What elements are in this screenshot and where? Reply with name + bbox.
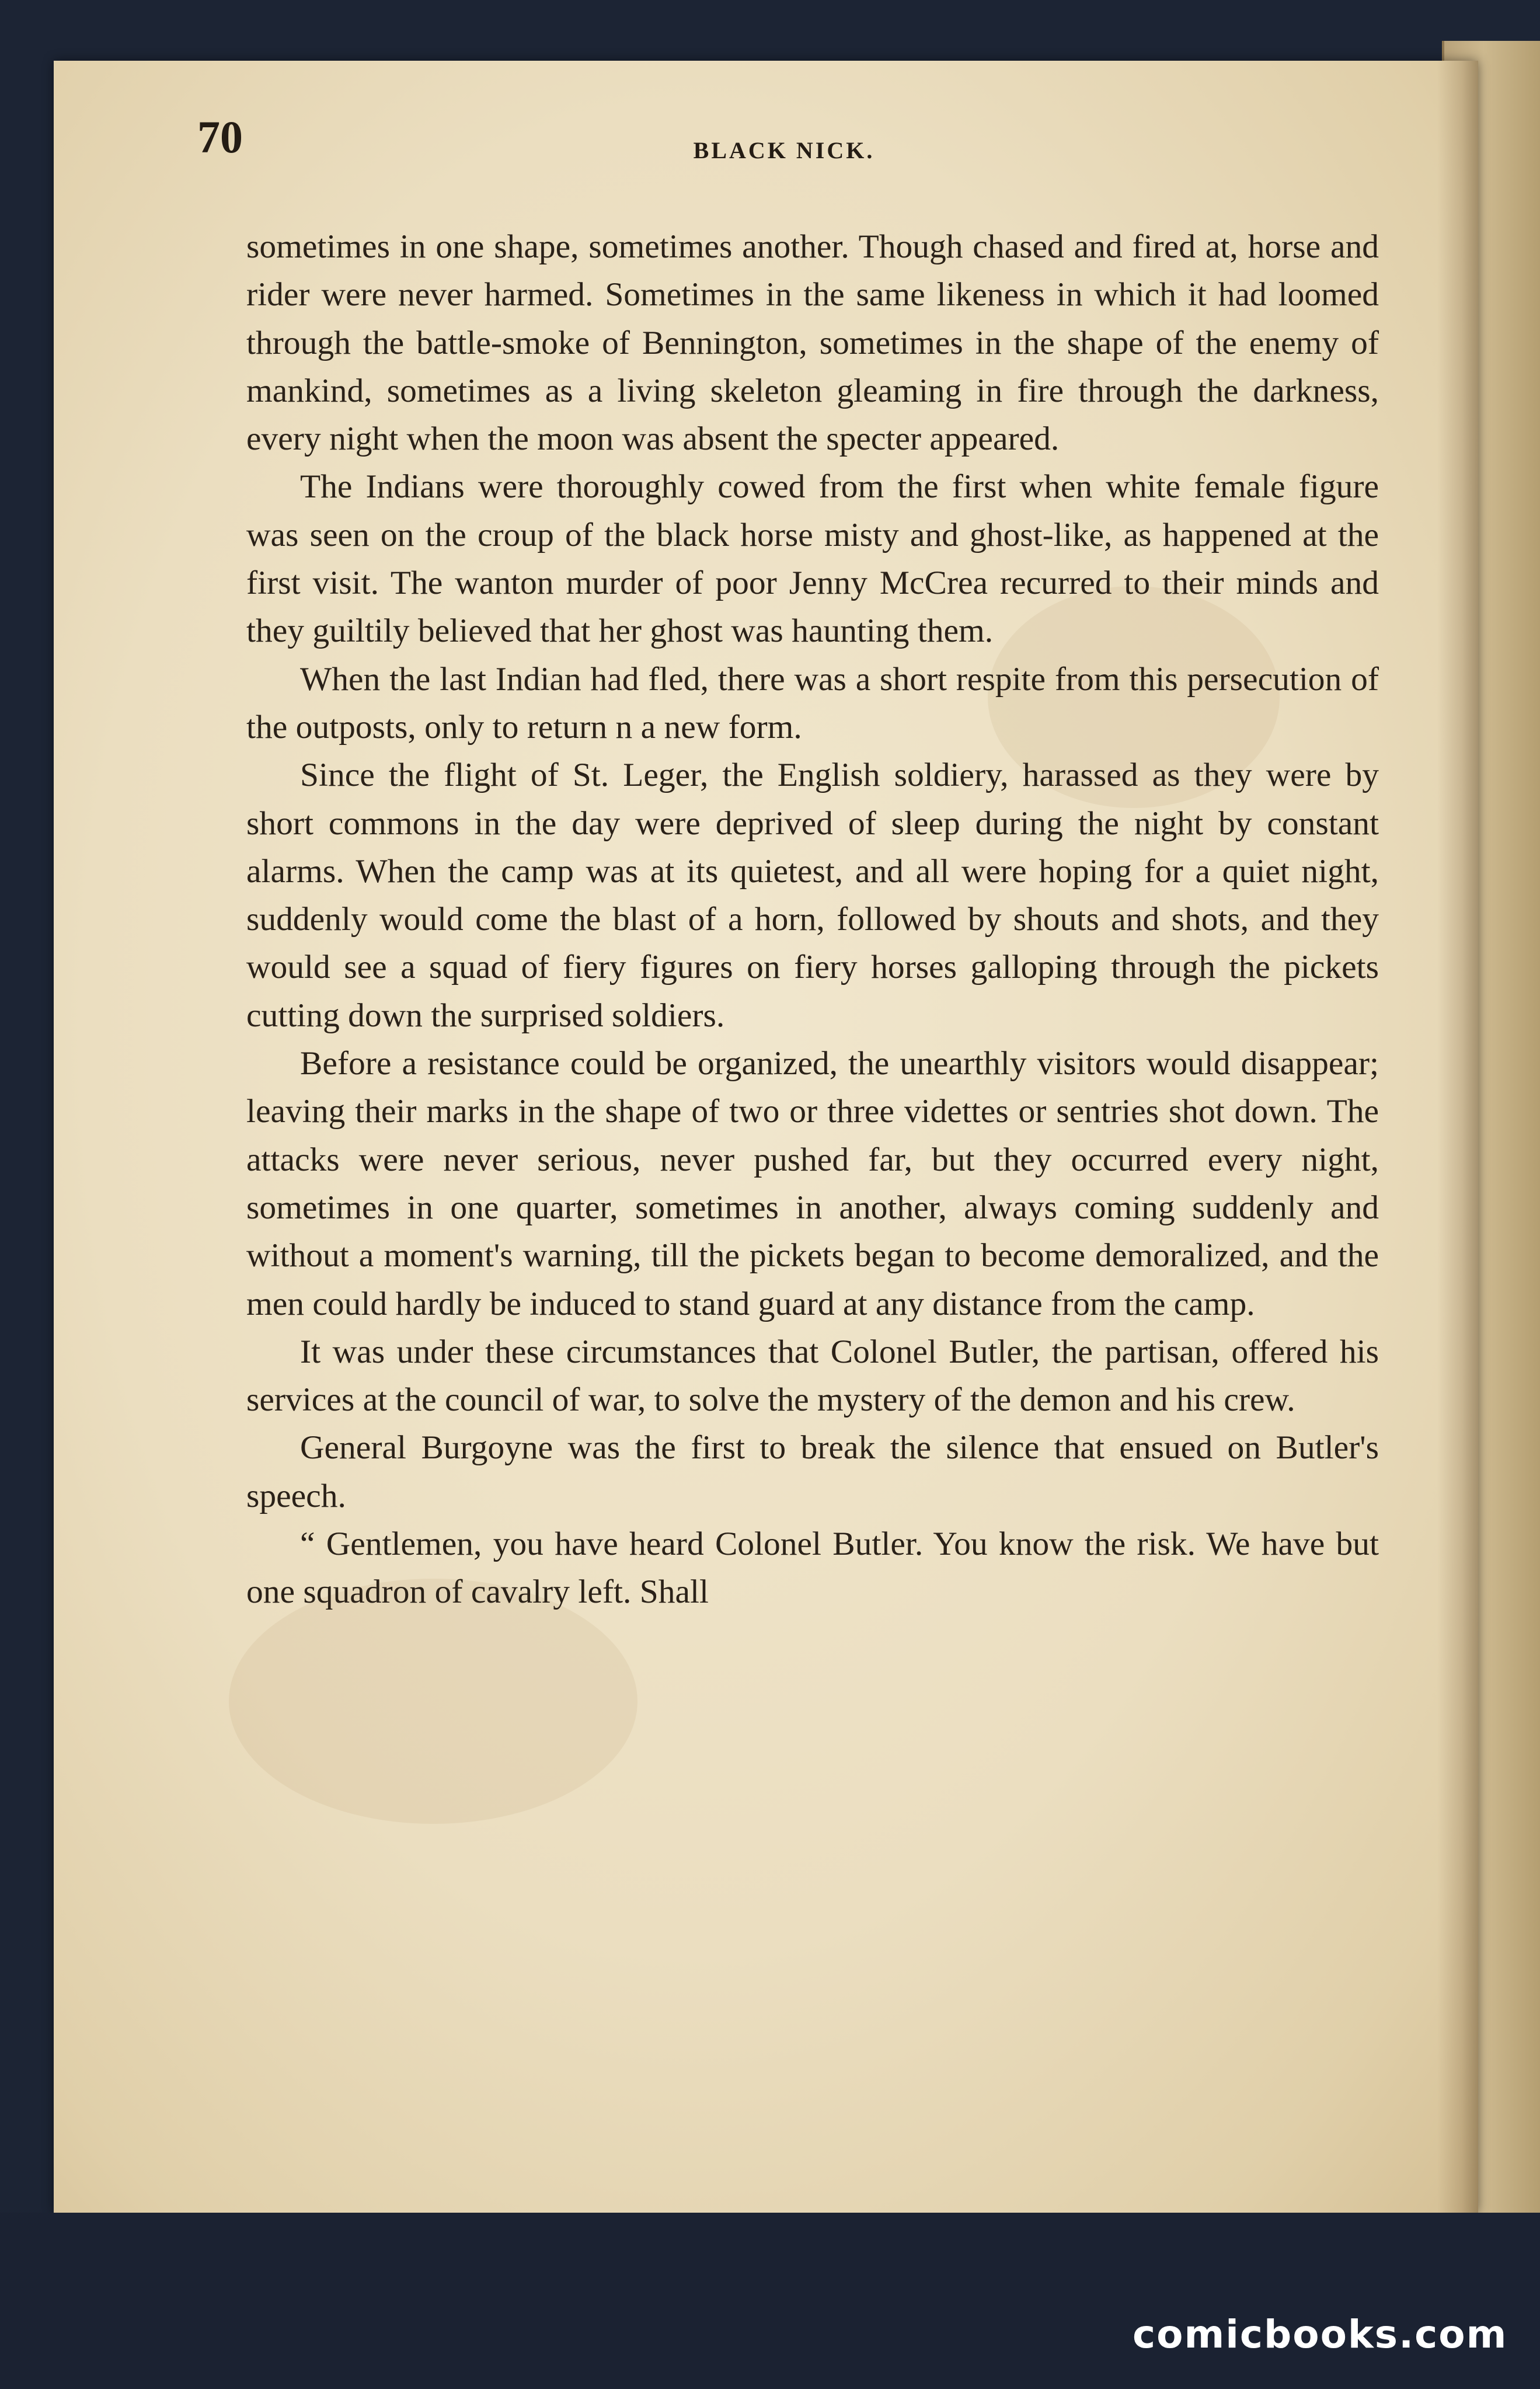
- paragraph: When the last Indian had fled, there was a short respite from this persecution of the outposts, only to return n a new form.: [246, 660, 1379, 746]
- body-text: [246, 223, 1379, 1617]
- scan-bottom-band: [0, 2213, 1540, 2389]
- paragraph: It was under these circumstances that Colonel Butler, the partisan, offered his services at the council of war, to solve the mystery of the demon and his crew.: [246, 1333, 1379, 1419]
- page-header: [197, 111, 1371, 181]
- paragraph: Before a resistance could be organized, the unearthly visitors would disappear; leaving their marks in the shape of two or three videttes or sentries shot down. The attacks were never serious, never pushed far, but they occurred every night, sometimes in one quarter, sometimes in another, always coming suddenly and without a moment's warning, till the pickets began to become demoralized, and the men could hardly be induced to stand guard at any distance from the camp.: [246, 1045, 1379, 1322]
- page-gutter-shadow: [1437, 61, 1478, 2213]
- paragraph: “ Gentlemen, you have heard Colonel Butler. You know the risk. We have but one squadron of cavalry left. Shall: [246, 1526, 1379, 1611]
- paragraph: sometimes in one shape, sometimes another. Though chased and fired at, horse and rider were never harmed. Sometimes in the same likeness in which it had loomed through the battle-smoke of Bennington, sometimes in the shape of the enemy of mankind, sometimes as a living skeleton gleaming in fire through the darkness, every night when the moon was absent the specter appeared.: [246, 228, 1379, 458]
- paragraph: Since the flight of St. Leger, the English soldiery, harassed as they were by short commons in the day were deprived of sleep during the night by constant alarms. When the camp was at its quietest, and all were hoping for a quiet night, suddenly would come the blast of a horn, followed by shouts and shots, and they would see a squad of fiery figures on fiery horses galloping through the pickets cutting down the surprised soldiers.: [246, 757, 1379, 1034]
- paragraph: General Burgoyne was the first to break the silence that ensued on Butler's speech.: [246, 1429, 1379, 1514]
- paragraph: The Indians were thoroughly cowed from the first when white female figure was seen on the croup of the black horse misty and ghost-like, as happened at the first visit. The wanton murder of poor Jenny McCrea recurred to their minds and they guiltily believed that her ghost was haunting them.: [246, 468, 1379, 650]
- watermark: comicbooks.com: [1133, 2312, 1508, 2357]
- running-head: BLACK NICK.: [693, 137, 875, 163]
- page-number: 70: [197, 112, 243, 162]
